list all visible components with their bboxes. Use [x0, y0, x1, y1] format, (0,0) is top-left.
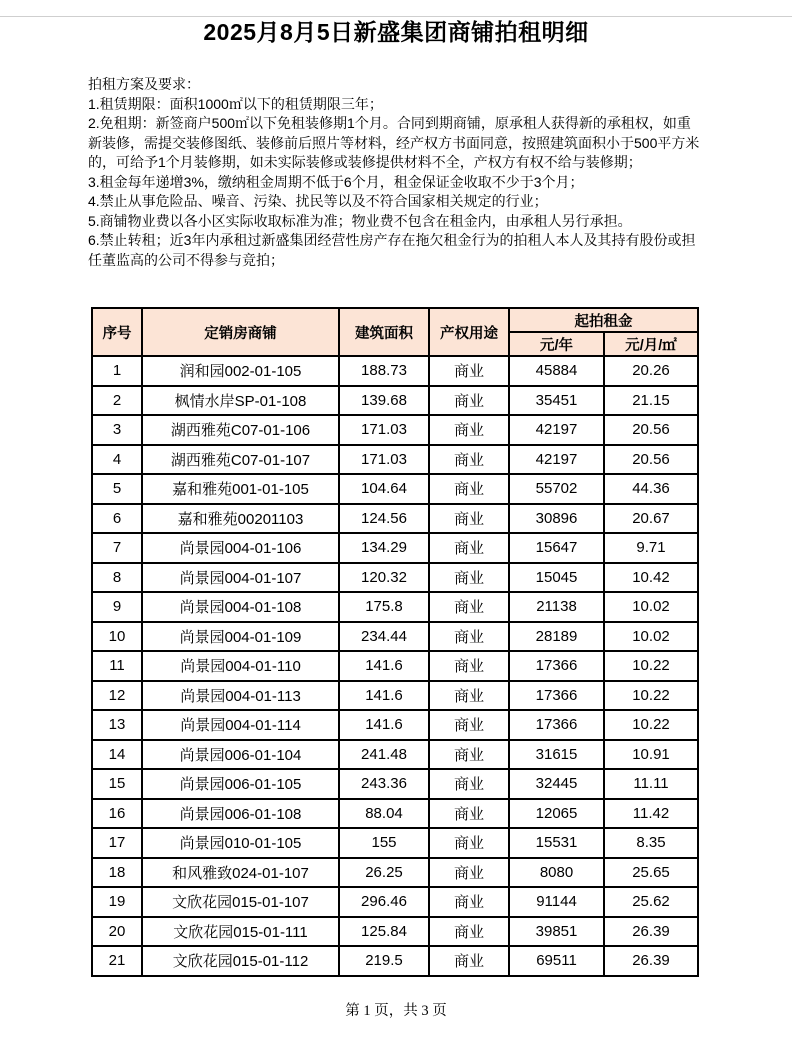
cell-use: 商业	[429, 740, 509, 770]
table-row	[92, 769, 698, 799]
notice-item: 5.商铺物业费以各小区实际收取标准为准；物业费不包含在租金内，由承租人另行承担。	[88, 212, 632, 229]
cell-rent-year: 39851	[509, 917, 604, 947]
cell-seq: 6	[92, 504, 142, 534]
cell-seq: 5	[92, 474, 142, 504]
cell-rent-month: 10.02	[604, 592, 698, 622]
cell-rent-year: 17366	[509, 681, 604, 711]
cell-seq: 15	[92, 769, 142, 799]
cell-rent-year: 45884	[509, 356, 604, 386]
table-row	[92, 858, 698, 888]
cell-use: 商业	[429, 917, 509, 947]
cell-rent-month: 10.42	[604, 563, 698, 593]
cell-rent-year: 69511	[509, 946, 604, 976]
cell-shop: 湖西雅苑C07-01-106	[142, 415, 339, 445]
cell-seq: 10	[92, 622, 142, 652]
cell-rent-month: 44.36	[604, 474, 698, 504]
cell-use: 商业	[429, 533, 509, 563]
cell-seq: 2	[92, 386, 142, 416]
cell-rent-year: 32445	[509, 769, 604, 799]
cell-rent-month: 20.26	[604, 356, 698, 386]
cell-seq: 18	[92, 858, 142, 888]
cell-seq: 3	[92, 415, 142, 445]
cell-area: 125.84	[339, 917, 429, 947]
cell-shop: 和风雅致024-01-107	[142, 858, 339, 888]
cell-seq: 17	[92, 828, 142, 858]
cell-rent-month: 10.22	[604, 651, 698, 681]
table-row	[92, 828, 698, 858]
cell-seq: 7	[92, 533, 142, 563]
cell-rent-year: 55702	[509, 474, 604, 504]
cell-area: 188.73	[339, 356, 429, 386]
cell-area: 139.68	[339, 386, 429, 416]
cell-use: 商业	[429, 474, 509, 504]
table-row	[92, 474, 698, 504]
cell-rent-year: 12065	[509, 799, 604, 829]
header-seq: 序号	[92, 308, 142, 356]
cell-use: 商业	[429, 504, 509, 534]
cell-rent-month: 25.62	[604, 887, 698, 917]
cell-use: 商业	[429, 769, 509, 799]
cell-rent-year: 42197	[509, 415, 604, 445]
table-row	[92, 946, 698, 976]
cell-area: 296.46	[339, 887, 429, 917]
cell-shop: 尚景园004-01-106	[142, 533, 339, 563]
cell-shop: 枫情水岸SP-01-108	[142, 386, 339, 416]
cell-shop: 尚景园004-01-114	[142, 710, 339, 740]
table-row	[92, 356, 698, 386]
cell-area: 141.6	[339, 651, 429, 681]
notice-heading: 拍租方案及要求：	[88, 76, 200, 92]
cell-shop: 文欣花园015-01-112	[142, 946, 339, 976]
page-footer: 第 1 页，共 3 页	[345, 1002, 447, 1019]
cell-rent-year: 8080	[509, 858, 604, 888]
cell-use: 商业	[429, 445, 509, 475]
table-row	[92, 740, 698, 770]
cell-seq: 9	[92, 592, 142, 622]
cell-use: 商业	[429, 710, 509, 740]
cell-rent-year: 35451	[509, 386, 604, 416]
cell-seq: 20	[92, 917, 142, 947]
table-row	[92, 799, 698, 829]
cell-rent-month: 9.71	[604, 533, 698, 563]
cell-rent-month: 10.91	[604, 740, 698, 770]
cell-use: 商业	[429, 415, 509, 445]
rental-table	[91, 307, 699, 977]
cell-seq: 4	[92, 445, 142, 475]
cell-rent-month: 10.22	[604, 681, 698, 711]
table-row	[92, 681, 698, 711]
cell-shop: 尚景园004-01-109	[142, 622, 339, 652]
cell-rent-month: 21.15	[604, 386, 698, 416]
cell-area: 241.48	[339, 740, 429, 770]
table-header	[92, 308, 698, 356]
table-row	[92, 710, 698, 740]
cell-area: 171.03	[339, 415, 429, 445]
cell-shop: 尚景园004-01-107	[142, 563, 339, 593]
table-row	[92, 533, 698, 563]
cell-area: 171.03	[339, 445, 429, 475]
cell-shop: 文欣花园015-01-107	[142, 887, 339, 917]
cell-rent-month: 8.35	[604, 828, 698, 858]
table-body	[92, 356, 698, 976]
cell-seq: 14	[92, 740, 142, 770]
cell-area: 134.29	[339, 533, 429, 563]
cell-area: 88.04	[339, 799, 429, 829]
rental-table-wrap	[91, 307, 792, 977]
cell-seq: 13	[92, 710, 142, 740]
header-rent-group: 起拍租金	[509, 308, 698, 332]
cell-area: 243.36	[339, 769, 429, 799]
cell-area: 26.25	[339, 858, 429, 888]
cell-use: 商业	[429, 356, 509, 386]
cell-shop: 润和园002-01-105	[142, 356, 339, 386]
notice-item: 4.禁止从事危险品、噪音、污染、扰民等以及不符合国家相关规定的行业；	[88, 193, 548, 209]
cell-use: 商业	[429, 946, 509, 976]
cell-rent-year: 15647	[509, 533, 604, 563]
cell-area: 175.8	[339, 592, 429, 622]
cell-use: 商业	[429, 622, 509, 652]
cell-area: 219.5	[339, 946, 429, 976]
cell-seq: 19	[92, 887, 142, 917]
cell-seq: 21	[92, 946, 142, 976]
page-title: 2025月8月5日新盛集团商铺拍租明细	[203, 19, 589, 45]
table-row	[92, 651, 698, 681]
header-shop: 定销房商铺	[142, 308, 339, 356]
cell-rent-year: 31615	[509, 740, 604, 770]
cell-rent-year: 17366	[509, 651, 604, 681]
cell-rent-month: 20.67	[604, 504, 698, 534]
cell-use: 商业	[429, 592, 509, 622]
table-row	[92, 622, 698, 652]
header-use: 产权用途	[429, 308, 509, 356]
cell-shop: 尚景园004-01-110	[142, 651, 339, 681]
table-row	[92, 917, 698, 947]
cell-area: 141.6	[339, 710, 429, 740]
table-row	[92, 887, 698, 917]
table-row	[92, 504, 698, 534]
notice-items	[88, 95, 704, 271]
cell-rent-month: 26.39	[604, 917, 698, 947]
notice-item: 3.租金每年递增3%，缴纳租金周期不低于6个月，租金保证金收取不少于3个月；	[88, 173, 584, 190]
cell-use: 商业	[429, 386, 509, 416]
cell-use: 商业	[429, 651, 509, 681]
cell-rent-year: 21138	[509, 592, 604, 622]
cell-shop: 嘉和雅苑001-01-105	[142, 474, 339, 504]
cell-shop: 尚景园010-01-105	[142, 828, 339, 858]
table-row	[92, 386, 698, 416]
cell-area: 120.32	[339, 563, 429, 593]
cell-use: 商业	[429, 563, 509, 593]
cell-seq: 16	[92, 799, 142, 829]
cell-shop: 文欣花园015-01-111	[142, 917, 339, 947]
cell-area: 104.64	[339, 474, 429, 504]
cell-rent-month: 10.02	[604, 622, 698, 652]
cell-rent-year: 17366	[509, 710, 604, 740]
cell-seq: 12	[92, 681, 142, 711]
page-top-divider	[0, 16, 792, 17]
cell-rent-year: 15045	[509, 563, 604, 593]
cell-rent-month: 10.22	[604, 710, 698, 740]
cell-rent-month: 20.56	[604, 445, 698, 475]
cell-shop: 尚景园006-01-108	[142, 799, 339, 829]
cell-shop: 尚景园004-01-113	[142, 681, 339, 711]
cell-use: 商业	[429, 799, 509, 829]
cell-shop: 尚景园006-01-105	[142, 769, 339, 799]
cell-area: 234.44	[339, 622, 429, 652]
cell-use: 商业	[429, 681, 509, 711]
cell-shop: 湖西雅苑C07-01-107	[142, 445, 339, 475]
cell-rent-month: 11.42	[604, 799, 698, 829]
cell-use: 商业	[429, 858, 509, 888]
header-rent-year: 元/年	[509, 332, 604, 356]
cell-seq: 1	[92, 356, 142, 386]
notice-item: 6.禁止转租；近3年内承租过新盛集团经营性房产存在拖欠租金行为的拍租人本人及其持有股份或担任董监高的公司不得参与竞拍；	[88, 232, 696, 268]
document-page	[0, 14, 792, 1059]
cell-rent-year: 28189	[509, 622, 604, 652]
cell-rent-month: 25.65	[604, 858, 698, 888]
table-row	[92, 592, 698, 622]
notice-item: 2.免租期：新签商户500㎡以下免租装修期1个月。合同到期商铺，原承租人获得新的承租权，如重新装修，需提交装修图纸、装修前后照片等材料，经产权方书面同意，按照建筑面积小于500平方米的，可给予1个月装修期，如未实际装修或装修提供材料不全，产权方有权不给与装修期；	[88, 115, 700, 170]
cell-use: 商业	[429, 887, 509, 917]
table-row	[92, 415, 698, 445]
cell-seq: 8	[92, 563, 142, 593]
cell-rent-year: 42197	[509, 445, 604, 475]
notice-item: 1.租赁期限：面积1000㎡以下的租赁期限三年；	[88, 95, 383, 112]
cell-area: 155	[339, 828, 429, 858]
cell-rent-month: 11.11	[604, 769, 698, 799]
cell-rent-year: 30896	[509, 504, 604, 534]
header-area: 建筑面积	[339, 308, 429, 356]
cell-shop: 尚景园004-01-108	[142, 592, 339, 622]
cell-rent-month: 20.56	[604, 415, 698, 445]
cell-area: 124.56	[339, 504, 429, 534]
cell-seq: 11	[92, 651, 142, 681]
table-row	[92, 563, 698, 593]
cell-rent-month: 26.39	[604, 946, 698, 976]
cell-shop: 尚景园006-01-104	[142, 740, 339, 770]
table-row	[92, 445, 698, 475]
cell-rent-year: 15531	[509, 828, 604, 858]
cell-shop: 嘉和雅苑00201103	[142, 504, 339, 534]
notice-block	[88, 75, 704, 270]
cell-area: 141.6	[339, 681, 429, 711]
cell-rent-year: 91144	[509, 887, 604, 917]
cell-use: 商业	[429, 828, 509, 858]
header-rent-month: 元/月/㎡	[604, 332, 698, 356]
